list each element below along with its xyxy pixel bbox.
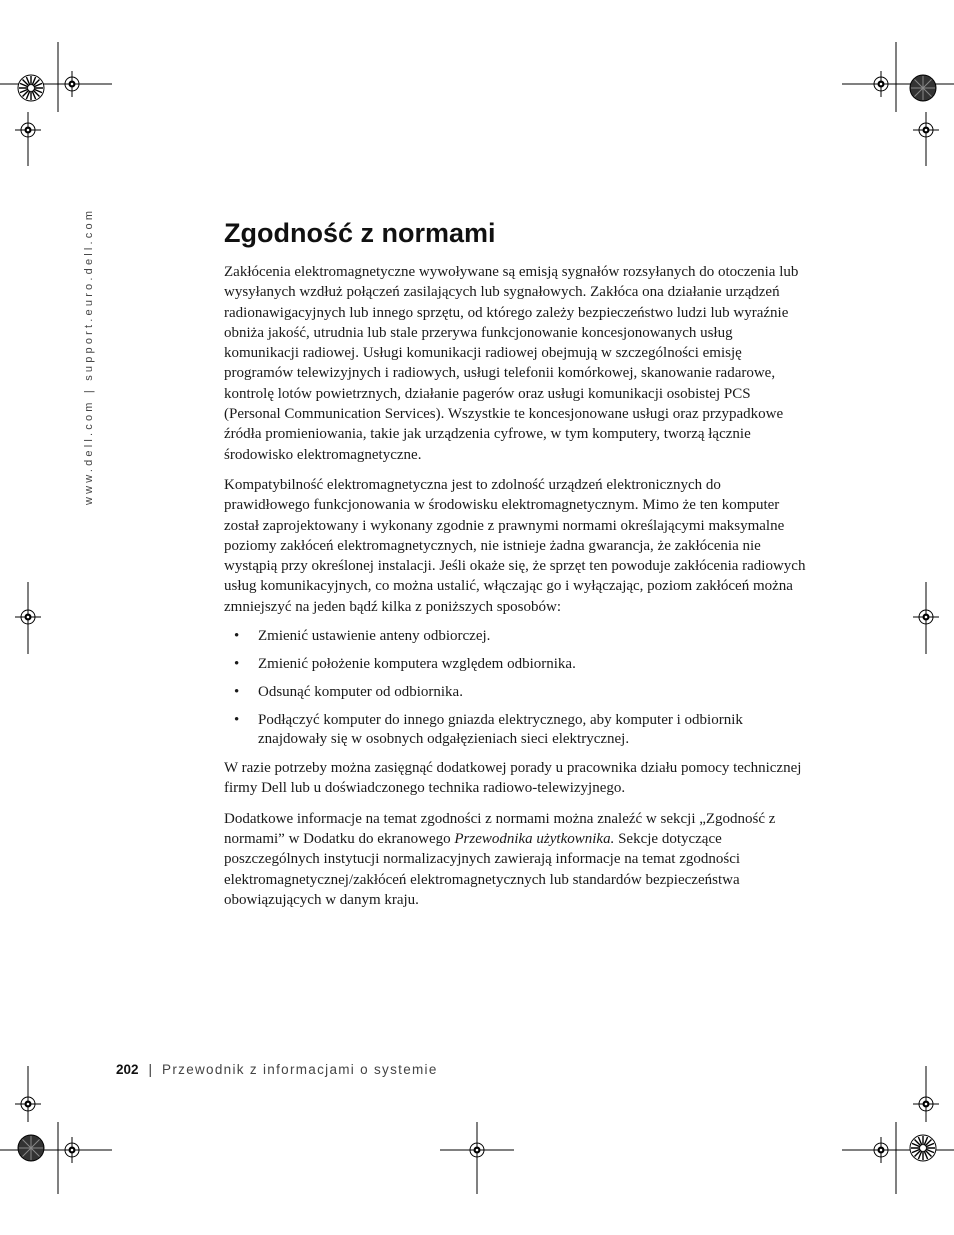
page-number: 202 bbox=[116, 1062, 139, 1077]
page-title: Zgodność z normami bbox=[224, 218, 496, 248]
registration-mark-icon bbox=[868, 71, 894, 97]
paragraph-support: W razie potrzeby można zasięgnąć dodatkowej porady u pracownika działu pomocy technicznej firmy Dell lub u doświadczonego technika radiowo-telewizyjnego. bbox=[224, 760, 802, 797]
paragraph-interference: Zakłócenia elektromagnetyczne wywoływane są emisją sygnałów rozsyłanych do otoczenia lub wysyłanych wzdłuż połączeń zasilających lub sygnałowych. Zakłóca ona działanie urządzeń radionawigacyjnych lub innego sprzętu, od którego zależy bezpieczeństwo ludzi lub wyraźnie obniża jakość, utrudnia lub stale przerywa funkcjonowanie koncesjonowanych usług komunikacji radiowej. Usługi komunikacji radiowej obejmują w szczególności emisję programów telewizyjnych i radiowych, usługi telefonii komórkowej, skanowanie radarowe, kontrolę lotów powietrznych, działanie pagerów oraz usługi komunikacji osobistej PCS (Personal Communication Services). Wszystkie te koncesjonowane usługi oraz przypadkowe źródła promieniowania, takie jak urządzenia cyfrowe, w tym komputery, tworzą łącznie środowisko elektromagnetyczne. bbox=[224, 264, 799, 463]
list-item bbox=[224, 711, 808, 749]
paragraph-text: Sekcje dotyczące poszczególnych instytucji normalizacyjnych zawierają informacje na temat zgodności elektromagnetycznej/zakłóceń elektromagnetycznych lub standardów bezpieczeństwa obowiązujących w danym kraju. bbox=[224, 830, 741, 908]
bullet-icon: • bbox=[234, 656, 240, 673]
registration-mark-icon bbox=[15, 117, 41, 143]
registration-mark-icon bbox=[913, 1091, 939, 1117]
list-item-text: Zmienić ustawienie anteny odbiorczej. bbox=[258, 628, 491, 645]
registration-mark-icon bbox=[868, 1137, 894, 1163]
registration-mark-icon bbox=[913, 117, 939, 143]
registration-mark-icon bbox=[15, 604, 41, 630]
page-footer bbox=[116, 1062, 438, 1077]
footer-title: Przewodnik z informacjami o systemie bbox=[162, 1062, 438, 1077]
star-target-icon bbox=[910, 75, 936, 101]
bullet-icon: • bbox=[234, 684, 240, 701]
registration-mark-icon bbox=[15, 1091, 41, 1117]
paragraph-compatibility: Kompatybilność elektromagnetyczna jest to zdolność urządzeń elektronicznych do prawidłowego funkcjonowania w środowisku elektromagnetycznym. Mimo że ten komputer został zaprojektowany i wykonany zgodnie z prawnymi normami określającymi maksymalne poziomy zakłóceń elektromagnetycznych, nie istnieje żadna gwarancja, że zakłócenia nie wystąpią przy określonej instalacji. Jeśli okaże się, że sprzęt ten powoduje zakłócenia radiowych usług komunikacyjnych, co można ustalić, włączając go i wyłączając, poziom zakłóceń można zmniejszyć na jeden bądź kilka z poniższych sposobów: bbox=[224, 476, 806, 615]
list-item-text: Podłączyć komputer do innego gniazda elektrycznego, aby komputer i odbiornik znajdowały się w osobnych odgałęzieniach sieci elektrycznej. bbox=[258, 712, 743, 748]
list-item-text: Zmienić położenie komputera względem odbiornika. bbox=[258, 656, 576, 673]
registration-mark-icon bbox=[59, 1137, 85, 1163]
paragraph-more-info bbox=[224, 809, 808, 910]
list-item bbox=[224, 627, 808, 646]
footer-separator: | bbox=[148, 1062, 153, 1077]
registration-mark-icon bbox=[59, 71, 85, 97]
star-target-icon bbox=[910, 1135, 936, 1161]
page-content bbox=[224, 214, 808, 920]
star-target-icon bbox=[18, 1135, 44, 1161]
list-item bbox=[224, 655, 808, 674]
registration-mark-icon bbox=[913, 604, 939, 630]
list-item-text: Odsunąć komputer od odbiornika. bbox=[258, 684, 463, 701]
bullet-icon: • bbox=[234, 712, 240, 729]
registration-mark-icon bbox=[464, 1137, 490, 1163]
remedy-list bbox=[224, 627, 808, 749]
paragraph-text: Dodatkowe informacje na temat zgodności z normami można znaleźć w sekcji „Zgodność z normami” w Dodatku do ekranowego bbox=[224, 810, 776, 847]
guide-title: Przewodnika użytkownika. bbox=[454, 830, 615, 847]
star-target-icon bbox=[18, 75, 44, 101]
bullet-icon: • bbox=[234, 628, 240, 645]
list-item bbox=[224, 683, 808, 702]
side-url: www.dell.com | support.euro.dell.com bbox=[83, 207, 95, 505]
